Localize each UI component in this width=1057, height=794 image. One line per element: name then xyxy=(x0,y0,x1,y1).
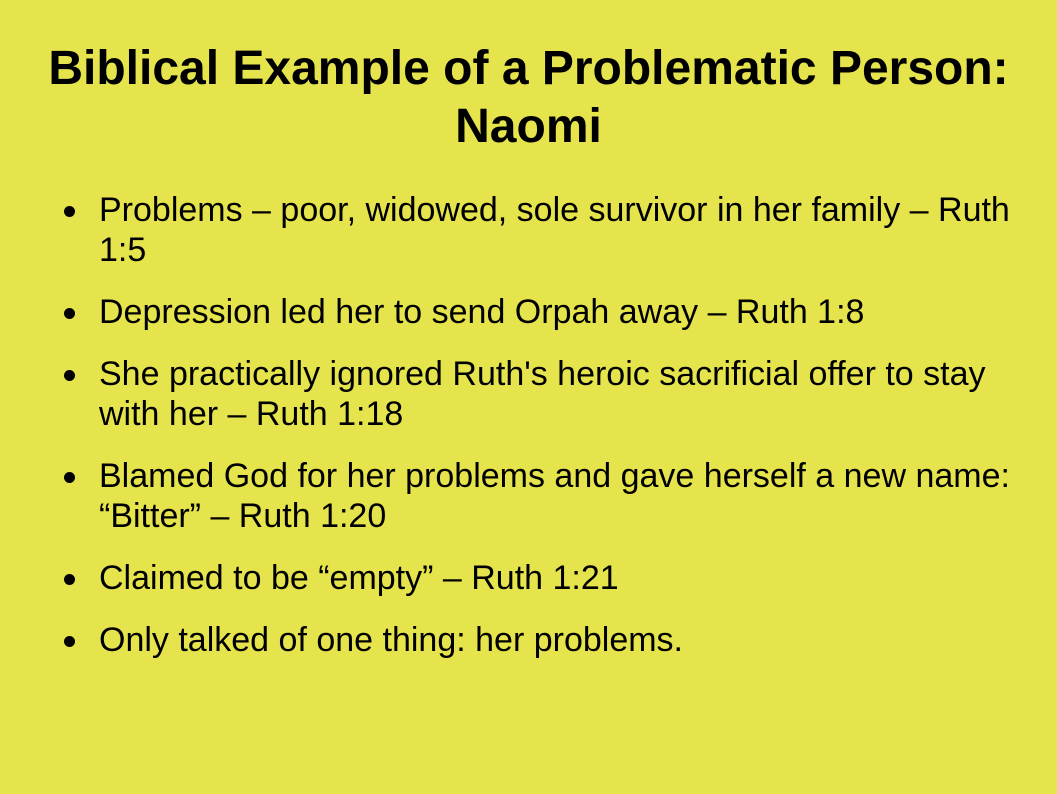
bullet-text: Claimed to be “empty” – Ruth 1:21 xyxy=(99,559,619,597)
bullet-item xyxy=(64,456,1024,536)
slide-title: Biblical Example of a Problematic Person: Naomi xyxy=(48,42,1009,153)
bullet-text: She practically ignored Ruth's heroic sacrificial offer to stay with her – Ruth 1:18 xyxy=(99,355,986,433)
bullet-item xyxy=(64,354,1024,434)
bullet-dot-icon xyxy=(64,636,75,647)
bullet-item xyxy=(64,190,1024,270)
bullet-item xyxy=(64,620,1024,660)
bullet-item xyxy=(64,292,1024,332)
bullet-dot-icon xyxy=(64,472,75,483)
bullet-text: Only talked of one thing: her problems. xyxy=(99,621,683,659)
bullet-dot-icon xyxy=(64,308,75,319)
bullet-text: Depression led her to send Orpah away – Ruth 1:8 xyxy=(99,293,865,331)
bullet-text: Problems – poor, widowed, sole survivor in her family – Ruth 1:5 xyxy=(99,191,1010,269)
bullet-text: Blamed God for her problems and gave herself a new name: “Bitter” – Ruth 1:20 xyxy=(99,457,1010,535)
bullet-dot-icon xyxy=(64,370,75,381)
bullet-dot-icon xyxy=(64,206,75,217)
bullet-dot-icon xyxy=(64,574,75,585)
bullet-list xyxy=(64,190,1024,682)
bullet-item xyxy=(64,558,1024,598)
